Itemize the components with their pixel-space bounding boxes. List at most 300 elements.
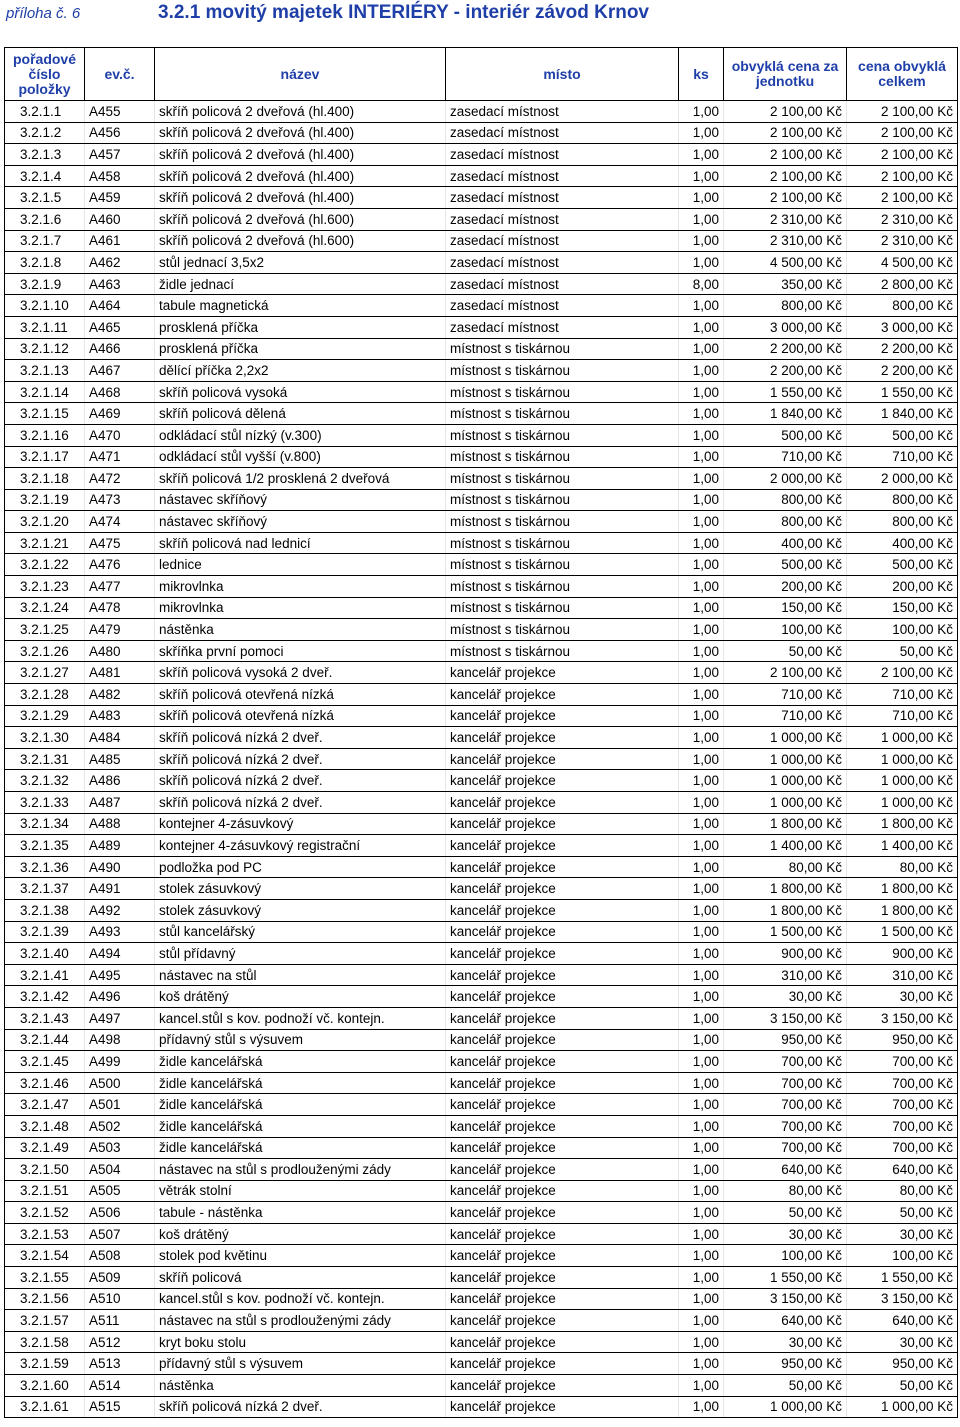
- cell-inv-no: A514: [85, 1375, 155, 1397]
- cell-total: 2 100,00 Kč: [847, 187, 958, 209]
- cell-qty: 1,00: [679, 1396, 724, 1418]
- cell-name: přídavný stůl s výsuvem: [155, 1353, 446, 1375]
- cell-total: 700,00 Kč: [847, 1115, 958, 1137]
- cell-total: 1 800,00 Kč: [847, 899, 958, 921]
- table-row: [5, 964, 958, 986]
- document-header: [0, 0, 960, 42]
- cell-order-no: 3.2.1.60: [5, 1375, 85, 1397]
- table-row: [5, 597, 958, 619]
- cell-qty: 1,00: [679, 1245, 724, 1267]
- cell-place: kancelář projekce: [446, 1072, 679, 1094]
- cell-order-no: 3.2.1.11: [5, 316, 85, 338]
- cell-order-no: 3.2.1.59: [5, 1353, 85, 1375]
- cell-qty: 1,00: [679, 964, 724, 986]
- cell-place: kancelář projekce: [446, 1180, 679, 1202]
- cell-inv-no: A459: [85, 187, 155, 209]
- cell-inv-no: A465: [85, 316, 155, 338]
- cell-place: kancelář projekce: [446, 1267, 679, 1289]
- cell-total: 2 000,00 Kč: [847, 468, 958, 490]
- cell-qty: 1,00: [679, 554, 724, 576]
- cell-inv-no: A499: [85, 1051, 155, 1073]
- cell-inv-no: A472: [85, 468, 155, 490]
- table-row: [5, 576, 958, 598]
- cell-total: 1 000,00 Kč: [847, 1396, 958, 1418]
- cell-qty: 1,00: [679, 468, 724, 490]
- cell-inv-no: A497: [85, 1007, 155, 1029]
- cell-order-no: 3.2.1.21: [5, 532, 85, 554]
- cell-unit-price: 800,00 Kč: [724, 511, 847, 533]
- table-row: [5, 1375, 958, 1397]
- table-row: [5, 640, 958, 662]
- col-header-total: cena obvyklá celkem: [847, 48, 958, 101]
- cell-qty: 1,00: [679, 899, 724, 921]
- document-title: 3.2.1 movitý majetek INTERIÉRY - interiér závod Krnov: [158, 2, 649, 23]
- cell-order-no: 3.2.1.43: [5, 1007, 85, 1029]
- cell-unit-price: 30,00 Kč: [724, 1223, 847, 1245]
- cell-total: 710,00 Kč: [847, 684, 958, 706]
- cell-qty: 1,00: [679, 532, 724, 554]
- cell-unit-price: 700,00 Kč: [724, 1072, 847, 1094]
- cell-name: skříňka první pomoci: [155, 640, 446, 662]
- cell-order-no: 3.2.1.45: [5, 1051, 85, 1073]
- cell-total: 3 150,00 Kč: [847, 1007, 958, 1029]
- cell-name: větrák stolní: [155, 1180, 446, 1202]
- cell-name: koš drátěný: [155, 986, 446, 1008]
- cell-order-no: 3.2.1.32: [5, 770, 85, 792]
- cell-unit-price: 640,00 Kč: [724, 1159, 847, 1181]
- cell-name: lednice: [155, 554, 446, 576]
- cell-name: stolek zásuvkový: [155, 878, 446, 900]
- cell-unit-price: 2 100,00 Kč: [724, 144, 847, 166]
- table-row: [5, 878, 958, 900]
- cell-qty: 1,00: [679, 597, 724, 619]
- table-row: [5, 468, 958, 490]
- cell-name: stůl přídavný: [155, 943, 446, 965]
- cell-inv-no: A515: [85, 1396, 155, 1418]
- cell-name: židle kancelářská: [155, 1072, 446, 1094]
- cell-total: 3 000,00 Kč: [847, 316, 958, 338]
- cell-total: 700,00 Kč: [847, 1094, 958, 1116]
- cell-total: 500,00 Kč: [847, 554, 958, 576]
- cell-qty: 1,00: [679, 835, 724, 857]
- cell-name: židle kancelářská: [155, 1137, 446, 1159]
- cell-qty: 1,00: [679, 360, 724, 382]
- table-row: [5, 1072, 958, 1094]
- cell-inv-no: A512: [85, 1331, 155, 1353]
- cell-unit-price: 700,00 Kč: [724, 1137, 847, 1159]
- cell-unit-price: 900,00 Kč: [724, 943, 847, 965]
- cell-qty: 1,00: [679, 511, 724, 533]
- cell-place: kancelář projekce: [446, 1051, 679, 1073]
- cell-place: kancelář projekce: [446, 727, 679, 749]
- cell-inv-no: A479: [85, 619, 155, 641]
- cell-unit-price: 710,00 Kč: [724, 684, 847, 706]
- cell-place: kancelář projekce: [446, 1115, 679, 1137]
- cell-unit-price: 500,00 Kč: [724, 424, 847, 446]
- cell-qty: 1,00: [679, 748, 724, 770]
- cell-total: 4 500,00 Kč: [847, 252, 958, 274]
- cell-name: skříň policová otevřená nízká: [155, 705, 446, 727]
- cell-unit-price: 1 000,00 Kč: [724, 770, 847, 792]
- cell-place: kancelář projekce: [446, 792, 679, 814]
- cell-qty: 1,00: [679, 640, 724, 662]
- cell-total: 800,00 Kč: [847, 511, 958, 533]
- cell-total: 640,00 Kč: [847, 1310, 958, 1332]
- cell-qty: 1,00: [679, 1051, 724, 1073]
- cell-total: 50,00 Kč: [847, 1375, 958, 1397]
- cell-inv-no: A464: [85, 295, 155, 317]
- cell-inv-no: A513: [85, 1353, 155, 1375]
- cell-order-no: 3.2.1.56: [5, 1288, 85, 1310]
- cell-qty: 1,00: [679, 619, 724, 641]
- cell-inv-no: A484: [85, 727, 155, 749]
- col-header-name: název: [155, 48, 446, 101]
- cell-name: stůl kancelářský: [155, 921, 446, 943]
- table-row: [5, 727, 958, 749]
- cell-qty: 8,00: [679, 273, 724, 295]
- appendix-label: příloha č. 6: [6, 5, 81, 22]
- cell-order-no: 3.2.1.23: [5, 576, 85, 598]
- cell-place: kancelář projekce: [446, 1288, 679, 1310]
- cell-name: stůl jednací 3,5x2: [155, 252, 446, 274]
- cell-unit-price: 4 500,00 Kč: [724, 252, 847, 274]
- cell-order-no: 3.2.1.10: [5, 295, 85, 317]
- cell-name: nástěnka: [155, 619, 446, 641]
- cell-place: místnost s tiskárnou: [446, 446, 679, 468]
- cell-unit-price: 1 550,00 Kč: [724, 381, 847, 403]
- table-row: [5, 662, 958, 684]
- cell-place: zasedací místnost: [446, 144, 679, 166]
- cell-inv-no: A501: [85, 1094, 155, 1116]
- cell-order-no: 3.2.1.14: [5, 381, 85, 403]
- cell-unit-price: 2 100,00 Kč: [724, 165, 847, 187]
- cell-inv-no: A461: [85, 230, 155, 252]
- cell-place: místnost s tiskárnou: [446, 532, 679, 554]
- cell-total: 800,00 Kč: [847, 489, 958, 511]
- cell-name: prosklená příčka: [155, 338, 446, 360]
- cell-place: místnost s tiskárnou: [446, 576, 679, 598]
- cell-total: 1 800,00 Kč: [847, 878, 958, 900]
- cell-inv-no: A508: [85, 1245, 155, 1267]
- cell-inv-no: A455: [85, 101, 155, 123]
- cell-inv-no: A463: [85, 273, 155, 295]
- cell-name: stolek pod květinu: [155, 1245, 446, 1267]
- table-row: [5, 489, 958, 511]
- cell-unit-price: 310,00 Kč: [724, 964, 847, 986]
- table-row: [5, 1115, 958, 1137]
- cell-name: židle kancelářská: [155, 1094, 446, 1116]
- cell-name: židle jednací: [155, 273, 446, 295]
- cell-order-no: 3.2.1.25: [5, 619, 85, 641]
- cell-name: skříň policová vysoká 2 dveř.: [155, 662, 446, 684]
- cell-place: zasedací místnost: [446, 122, 679, 144]
- cell-place: místnost s tiskárnou: [446, 511, 679, 533]
- cell-unit-price: 500,00 Kč: [724, 554, 847, 576]
- cell-qty: 1,00: [679, 1072, 724, 1094]
- cell-inv-no: A506: [85, 1202, 155, 1224]
- cell-order-no: 3.2.1.16: [5, 424, 85, 446]
- cell-place: zasedací místnost: [446, 273, 679, 295]
- cell-unit-price: 150,00 Kč: [724, 597, 847, 619]
- cell-order-no: 3.2.1.9: [5, 273, 85, 295]
- cell-qty: 1,00: [679, 1353, 724, 1375]
- cell-place: kancelář projekce: [446, 1007, 679, 1029]
- table-row: [5, 208, 958, 230]
- cell-unit-price: 1 840,00 Kč: [724, 403, 847, 425]
- cell-place: kancelář projekce: [446, 899, 679, 921]
- table-row: [5, 943, 958, 965]
- cell-qty: 1,00: [679, 338, 724, 360]
- cell-unit-price: 800,00 Kč: [724, 295, 847, 317]
- cell-qty: 1,00: [679, 1331, 724, 1353]
- cell-name: skříň policová 1/2 prosklená 2 dveřová: [155, 468, 446, 490]
- cell-name: prosklená příčka: [155, 316, 446, 338]
- cell-unit-price: 2 100,00 Kč: [724, 187, 847, 209]
- cell-place: místnost s tiskárnou: [446, 424, 679, 446]
- table-row: [5, 1180, 958, 1202]
- table-header: [5, 48, 958, 101]
- cell-total: 2 100,00 Kč: [847, 144, 958, 166]
- table-row: [5, 101, 958, 123]
- cell-total: 30,00 Kč: [847, 1331, 958, 1353]
- cell-inv-no: A483: [85, 705, 155, 727]
- cell-inv-no: A495: [85, 964, 155, 986]
- table-row: [5, 1137, 958, 1159]
- cell-place: kancelář projekce: [446, 1353, 679, 1375]
- cell-unit-price: 1 000,00 Kč: [724, 748, 847, 770]
- table-row: [5, 1245, 958, 1267]
- cell-unit-price: 350,00 Kč: [724, 273, 847, 295]
- cell-name: skříň policová nízká 2 dveř.: [155, 727, 446, 749]
- table-row: [5, 446, 958, 468]
- cell-total: 800,00 Kč: [847, 295, 958, 317]
- table-row: [5, 1159, 958, 1181]
- table-row: [5, 187, 958, 209]
- table-row: [5, 899, 958, 921]
- cell-total: 30,00 Kč: [847, 986, 958, 1008]
- cell-order-no: 3.2.1.52: [5, 1202, 85, 1224]
- cell-place: kancelář projekce: [446, 835, 679, 857]
- cell-order-no: 3.2.1.8: [5, 252, 85, 274]
- table-row: [5, 856, 958, 878]
- cell-total: 1 000,00 Kč: [847, 748, 958, 770]
- table-row: [5, 1029, 958, 1051]
- cell-inv-no: A510: [85, 1288, 155, 1310]
- cell-unit-price: 2 100,00 Kč: [724, 101, 847, 123]
- cell-name: nástavec na stůl s prodlouženými zády: [155, 1310, 446, 1332]
- cell-qty: 1,00: [679, 381, 724, 403]
- cell-name: skříň policová 2 dveřová (hl.400): [155, 187, 446, 209]
- cell-place: kancelář projekce: [446, 1159, 679, 1181]
- table-row: [5, 921, 958, 943]
- cell-order-no: 3.2.1.55: [5, 1267, 85, 1289]
- cell-order-no: 3.2.1.50: [5, 1159, 85, 1181]
- cell-name: židle kancelářská: [155, 1051, 446, 1073]
- cell-qty: 1,00: [679, 122, 724, 144]
- col-header-qty: ks: [679, 48, 724, 101]
- cell-name: kontejner 4-zásuvkový registrační: [155, 835, 446, 857]
- cell-order-no: 3.2.1.37: [5, 878, 85, 900]
- cell-total: 3 150,00 Kč: [847, 1288, 958, 1310]
- cell-inv-no: A505: [85, 1180, 155, 1202]
- cell-unit-price: 1 800,00 Kč: [724, 878, 847, 900]
- cell-qty: 1,00: [679, 878, 724, 900]
- cell-order-no: 3.2.1.4: [5, 165, 85, 187]
- cell-order-no: 3.2.1.49: [5, 1137, 85, 1159]
- cell-unit-price: 2 200,00 Kč: [724, 338, 847, 360]
- cell-order-no: 3.2.1.22: [5, 554, 85, 576]
- cell-order-no: 3.2.1.29: [5, 705, 85, 727]
- table-row: [5, 230, 958, 252]
- table-row: [5, 273, 958, 295]
- cell-unit-price: 950,00 Kč: [724, 1029, 847, 1051]
- cell-unit-price: 1 500,00 Kč: [724, 921, 847, 943]
- cell-order-no: 3.2.1.51: [5, 1180, 85, 1202]
- cell-total: 1 500,00 Kč: [847, 921, 958, 943]
- cell-inv-no: A487: [85, 792, 155, 814]
- cell-inv-no: A489: [85, 835, 155, 857]
- cell-inv-no: A460: [85, 208, 155, 230]
- cell-inv-no: A502: [85, 1115, 155, 1137]
- cell-name: skříň policová: [155, 1267, 446, 1289]
- cell-qty: 1,00: [679, 1029, 724, 1051]
- table-row: [5, 792, 958, 814]
- cell-total: 700,00 Kč: [847, 1072, 958, 1094]
- cell-unit-price: 3 150,00 Kč: [724, 1288, 847, 1310]
- cell-name: odkládací stůl vyšší (v.800): [155, 446, 446, 468]
- cell-name: nástavec na stůl s prodlouženými zády: [155, 1159, 446, 1181]
- cell-name: odkládací stůl nízký (v.300): [155, 424, 446, 446]
- cell-place: zasedací místnost: [446, 165, 679, 187]
- cell-unit-price: 2 310,00 Kč: [724, 230, 847, 252]
- cell-inv-no: A486: [85, 770, 155, 792]
- cell-qty: 1,00: [679, 424, 724, 446]
- cell-name: skříň policová 2 dveřová (hl.600): [155, 208, 446, 230]
- cell-name: skříň policová vysoká: [155, 381, 446, 403]
- table-row: [5, 1094, 958, 1116]
- cell-order-no: 3.2.1.38: [5, 899, 85, 921]
- cell-qty: 1,00: [679, 165, 724, 187]
- cell-inv-no: A507: [85, 1223, 155, 1245]
- cell-order-no: 3.2.1.7: [5, 230, 85, 252]
- cell-qty: 1,00: [679, 316, 724, 338]
- cell-qty: 1,00: [679, 489, 724, 511]
- cell-name: skříň policová 2 dveřová (hl.400): [155, 144, 446, 166]
- cell-total: 1 840,00 Kč: [847, 403, 958, 425]
- table-row: [5, 1007, 958, 1029]
- cell-qty: 1,00: [679, 1007, 724, 1029]
- cell-total: 950,00 Kč: [847, 1353, 958, 1375]
- cell-inv-no: A511: [85, 1310, 155, 1332]
- cell-unit-price: 1 000,00 Kč: [724, 792, 847, 814]
- cell-inv-no: A492: [85, 899, 155, 921]
- cell-order-no: 3.2.1.54: [5, 1245, 85, 1267]
- cell-order-no: 3.2.1.41: [5, 964, 85, 986]
- cell-unit-price: 800,00 Kč: [724, 489, 847, 511]
- cell-name: koš drátěný: [155, 1223, 446, 1245]
- cell-total: 50,00 Kč: [847, 1202, 958, 1224]
- cell-qty: 1,00: [679, 1223, 724, 1245]
- cell-inv-no: A470: [85, 424, 155, 446]
- cell-place: kancelář projekce: [446, 1375, 679, 1397]
- cell-place: místnost s tiskárnou: [446, 597, 679, 619]
- cell-place: zasedací místnost: [446, 295, 679, 317]
- cell-order-no: 3.2.1.61: [5, 1396, 85, 1418]
- cell-qty: 1,00: [679, 662, 724, 684]
- cell-name: tabule magnetická: [155, 295, 446, 317]
- cell-order-no: 3.2.1.6: [5, 208, 85, 230]
- cell-place: kancelář projekce: [446, 662, 679, 684]
- cell-place: kancelář projekce: [446, 856, 679, 878]
- cell-inv-no: A467: [85, 360, 155, 382]
- table-row: [5, 295, 958, 317]
- cell-order-no: 3.2.1.30: [5, 727, 85, 749]
- cell-qty: 1,00: [679, 705, 724, 727]
- cell-place: kancelář projekce: [446, 986, 679, 1008]
- cell-place: kancelář projekce: [446, 1029, 679, 1051]
- cell-unit-price: 80,00 Kč: [724, 856, 847, 878]
- cell-place: zasedací místnost: [446, 230, 679, 252]
- table-row: [5, 1353, 958, 1375]
- cell-qty: 1,00: [679, 1115, 724, 1137]
- cell-unit-price: 30,00 Kč: [724, 1331, 847, 1353]
- cell-order-no: 3.2.1.2: [5, 122, 85, 144]
- table-row: [5, 770, 958, 792]
- cell-name: skříň policová otevřená nízká: [155, 684, 446, 706]
- cell-unit-price: 640,00 Kč: [724, 1310, 847, 1332]
- cell-inv-no: A493: [85, 921, 155, 943]
- cell-qty: 1,00: [679, 1137, 724, 1159]
- table-row: [5, 1288, 958, 1310]
- cell-unit-price: 1 550,00 Kč: [724, 1267, 847, 1289]
- cell-unit-price: 1 800,00 Kč: [724, 899, 847, 921]
- cell-total: 950,00 Kč: [847, 1029, 958, 1051]
- cell-order-no: 3.2.1.3: [5, 144, 85, 166]
- cell-inv-no: A473: [85, 489, 155, 511]
- col-header-order-no: pořadové číslo položky: [5, 48, 85, 101]
- cell-place: místnost s tiskárnou: [446, 403, 679, 425]
- table-row: [5, 1051, 958, 1073]
- cell-place: kancelář projekce: [446, 964, 679, 986]
- cell-unit-price: 2 000,00 Kč: [724, 468, 847, 490]
- cell-place: místnost s tiskárnou: [446, 381, 679, 403]
- cell-unit-price: 950,00 Kč: [724, 1353, 847, 1375]
- cell-name: nástavec na stůl: [155, 964, 446, 986]
- table-row: [5, 1331, 958, 1353]
- cell-qty: 1,00: [679, 576, 724, 598]
- cell-inv-no: A456: [85, 122, 155, 144]
- cell-name: přídavný stůl s výsuvem: [155, 1029, 446, 1051]
- cell-total: 1 550,00 Kč: [847, 1267, 958, 1289]
- table-row: [5, 986, 958, 1008]
- cell-inv-no: A504: [85, 1159, 155, 1181]
- cell-order-no: 3.2.1.47: [5, 1094, 85, 1116]
- cell-inv-no: A494: [85, 943, 155, 965]
- table-row: [5, 165, 958, 187]
- table-row: [5, 338, 958, 360]
- cell-unit-price: 1 000,00 Kč: [724, 1396, 847, 1418]
- cell-unit-price: 2 100,00 Kč: [724, 122, 847, 144]
- cell-qty: 1,00: [679, 684, 724, 706]
- cell-unit-price: 400,00 Kč: [724, 532, 847, 554]
- cell-inv-no: A482: [85, 684, 155, 706]
- cell-place: kancelář projekce: [446, 1245, 679, 1267]
- cell-inv-no: A485: [85, 748, 155, 770]
- cell-place: místnost s tiskárnou: [446, 640, 679, 662]
- cell-unit-price: 700,00 Kč: [724, 1115, 847, 1137]
- cell-place: kancelář projekce: [446, 1202, 679, 1224]
- cell-total: 80,00 Kč: [847, 1180, 958, 1202]
